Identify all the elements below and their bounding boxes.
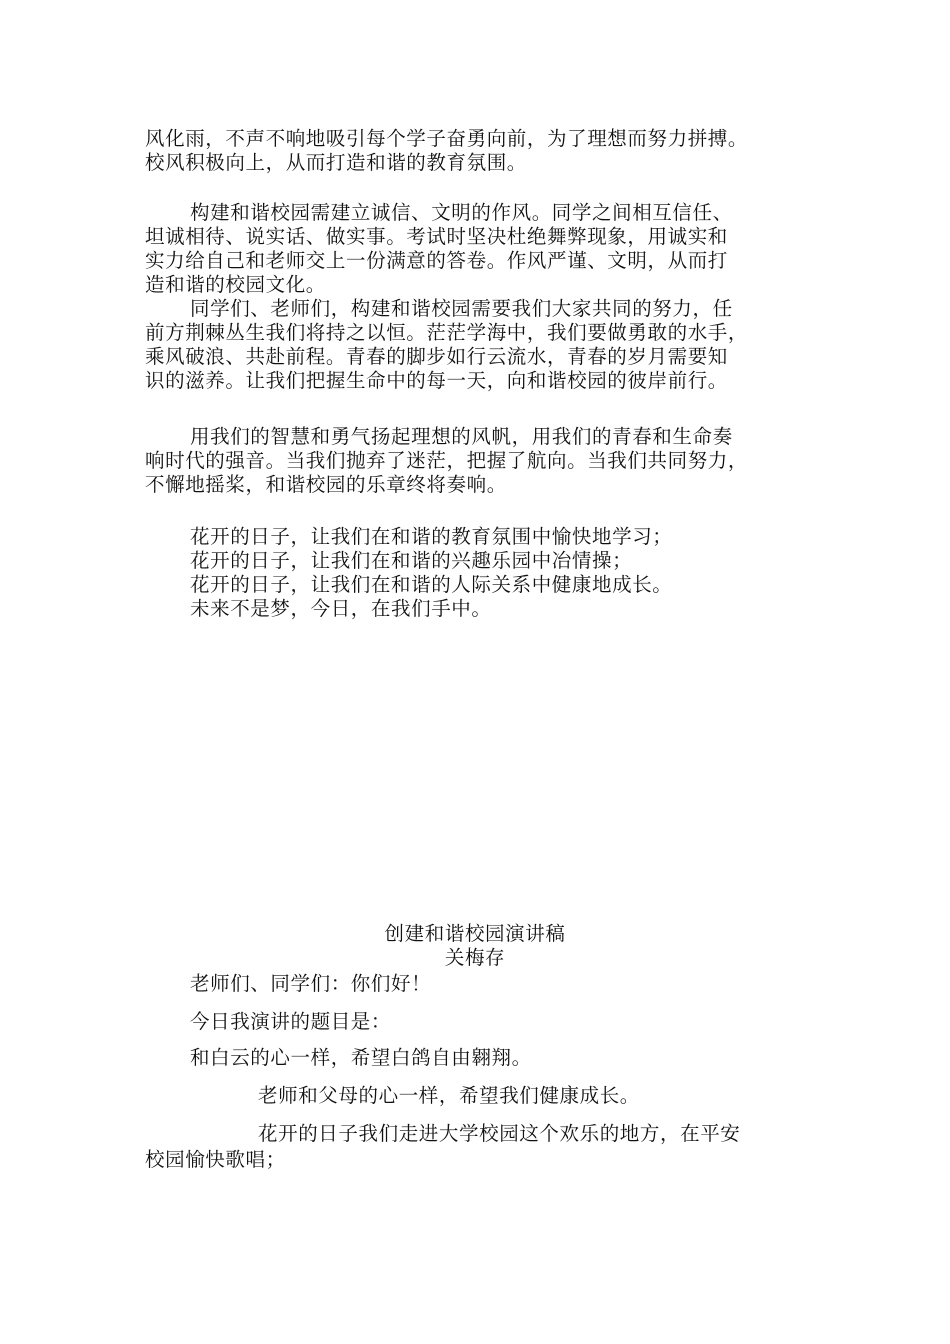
paragraph-3-line-1: 同学们、老师们，构建和谐校园需要我们大家共同的努力，任 [190,297,733,320]
speech-line-5-part-2: 校园愉快歌唱； [145,1148,286,1171]
paragraph-1-line-2: 校风积极向上，从而打造和谐的教育氛围。 [145,151,527,174]
paragraph-2-line-3: 实力给自己和老师交上一份满意的答卷。作风严谨、文明，从而打 [145,249,728,272]
paragraph-4-line-1: 用我们的智慧和勇气扬起理想的风帆，用我们的青春和生命奏 [190,425,733,448]
paragraph-2-line-1: 构建和谐校园需建立诚信、文明的作风。同学之间相互信任、 [190,201,733,224]
paragraph-2-line-4: 造和谐的校园文化。 [145,273,326,296]
speech-line-3: 和白云的心一样，希望白鸽自由翱翔。 [190,1046,532,1069]
paragraph-4-line-3: 不懈地摇桨，和谐校园的乐章终将奏响。 [145,473,507,496]
paragraph-3-line-4: 识的滋养。让我们把握生命中的每一天，向和谐校园的彼岸前行。 [145,369,728,392]
speech-line-5-part-1: 花开的日子我们走进大学校园这个欢乐的地方，在平安 [258,1122,741,1145]
poem-line-3: 花开的日子，让我们在和谐的人际关系中健康地成长。 [190,573,673,596]
speech-line-4: 老师和父母的心一样，希望我们健康成长。 [258,1084,640,1107]
speech-greeting: 老师们、同学们：你们好！ [190,972,432,995]
poem-line-4: 未来不是梦，今日，在我们手中。 [190,597,492,620]
paragraph-4-line-2: 响时代的强音。当我们抛弃了迷茫，把握了航向。当我们共同努力， [145,449,749,472]
poem-line-2: 花开的日子，让我们在和谐的兴趣乐园中冶情操； [190,549,633,572]
speech-topic: 今日我演讲的题目是： [190,1010,392,1033]
paragraph-3-line-3: 乘风破浪、共赴前程。青春的脚步如行云流水，青春的岁月需要知 [145,345,728,368]
speech-title: 创建和谐校园演讲稿 [384,922,566,945]
speech-author: 关梅存 [444,946,506,969]
paragraph-3-line-2: 前方荆棘丛生我们将持之以恒。茫茫学海中，我们要做勇敢的水手， [145,321,749,344]
paragraph-1-line-1: 风化雨，不声不响地吸引每个学子奋勇向前，为了理想而努力拼搏。 [145,127,749,150]
paragraph-2-line-2: 坦诚相待、说实话、做实事。考试时坚决杜绝舞弊现象，用诚实和 [145,225,728,248]
poem-line-1: 花开的日子，让我们在和谐的教育氛围中愉快地学习； [190,525,673,548]
